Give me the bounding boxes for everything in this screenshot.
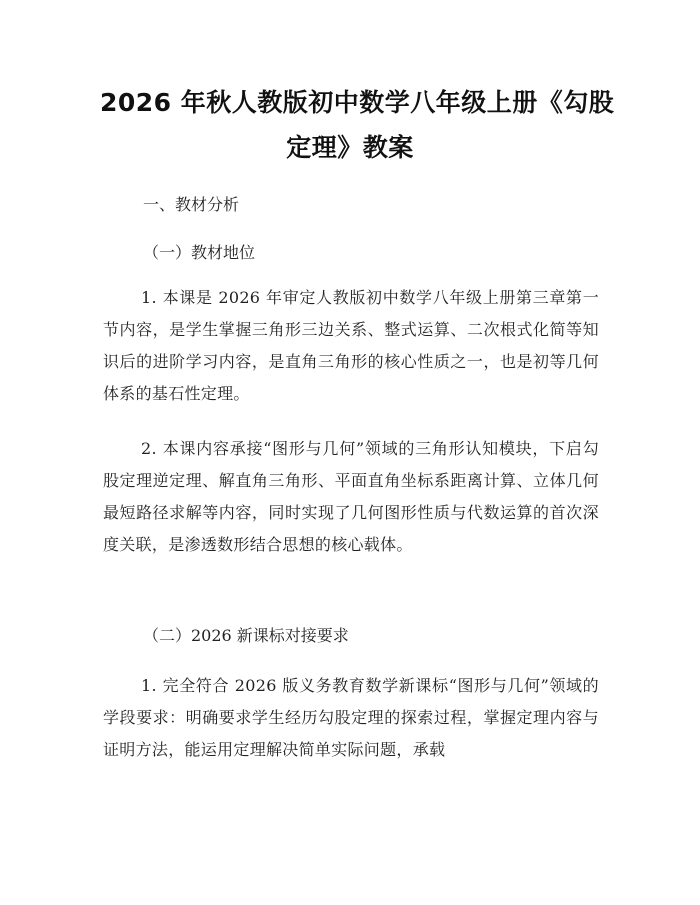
paragraph-3: 1. 完全符合 2026 版义务教育数学新课标“图形与几何”领域的学段要求：明确要求学生经历勾股定理的探索过程，掌握定理内容与证明方法，能运用定理解决简单实际问题，承载 xyxy=(103,676,599,759)
section-heading-textbook-analysis: 一、教材分析 xyxy=(143,195,240,214)
document-title-line-2: 定理》教案 xyxy=(286,133,414,162)
paragraph-1: 1. 本课是 2026 年审定人教版初中数学八年级上册第三章第一节内容，是学生掌握三角形三边关系、整式运算、二次根式化简等知识后的进阶学习内容，是直角三角形的核心性质之一，也是初等几何体系的基石性定理。 xyxy=(103,288,599,403)
document-title-line-1: 2026 年秋人教版初中数学八年级上册《勾股 xyxy=(100,88,615,117)
paragraph-2: 2. 本课内容承接“图形与几何”领域的三角形认知模块，下启勾股定理逆定理、解直角三角形、平面直角坐标系距离计算、立体几何最短路径求解等内容，同时实现了几何图形性质与代数运算的首次深度关联，是渗透数形结合思想的核心载体。 xyxy=(103,439,599,554)
subsection-heading-textbook-position: （一）教材地位 xyxy=(143,243,256,262)
subsection-heading-curriculum-standard: （二）2026 新课标对接要求 xyxy=(143,626,349,645)
